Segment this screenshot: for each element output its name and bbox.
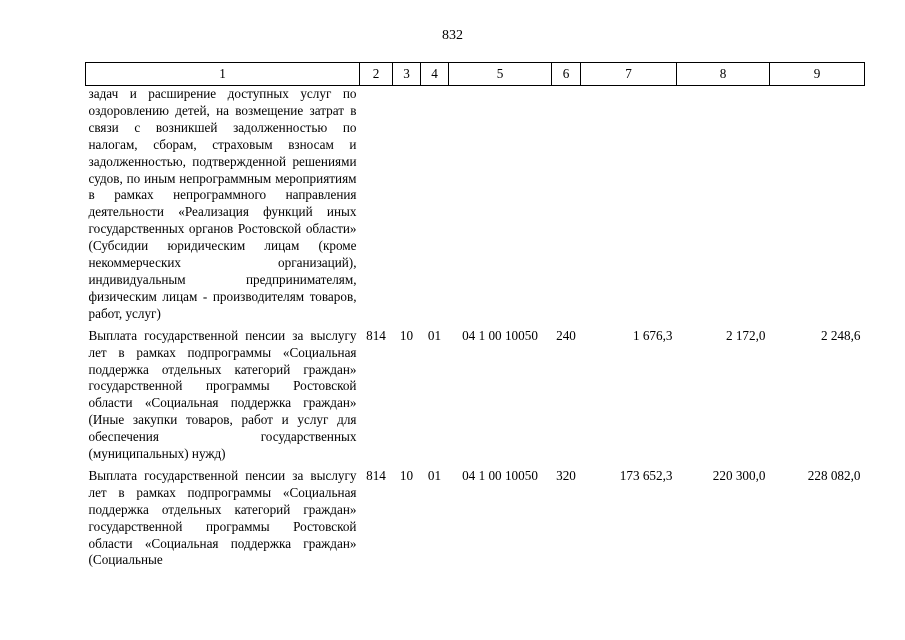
row-target-article: 04 1 00 10050 (462, 467, 538, 483)
table-row (86, 326, 865, 466)
row-expense-type: 240 (556, 327, 576, 343)
row-section-code: 10 (399, 467, 414, 483)
header-cell-3: 3 (393, 63, 421, 86)
row-amount-col9 (770, 86, 865, 326)
row-amount-col9: 2 248,6 (820, 327, 861, 343)
row-target-article (449, 86, 552, 326)
row-section-code (393, 86, 421, 326)
row-amount-col8: 220 300,0 (712, 467, 766, 483)
header-cell-8: 8 (677, 63, 770, 86)
row-section-code: 10 (399, 327, 414, 343)
row-amount-col7: 173 652,3 (619, 467, 673, 483)
row-subsection-code (421, 86, 449, 326)
row-amount-col7 (581, 86, 677, 326)
header-cell-5: 5 (449, 63, 552, 86)
row-amount-col8 (677, 86, 770, 326)
header-cell-2: 2 (360, 63, 393, 86)
row-expense-type (552, 86, 581, 326)
row-expense-type: 320 (556, 467, 576, 483)
row-amount-col8: 2 172,0 (725, 327, 766, 343)
row-ministry-code: 814 (366, 327, 386, 343)
header-row (86, 63, 865, 86)
header-cell-6: 6 (552, 63, 581, 86)
row-target-article: 04 1 00 10050 (462, 327, 538, 343)
budget-table (85, 62, 865, 572)
header-cell-1: 1 (86, 63, 360, 86)
row-ministry-code: 814 (366, 467, 386, 483)
table-row (86, 86, 865, 326)
row-subsection-code: 01 (427, 467, 442, 483)
row-subsection-code: 01 (427, 327, 442, 343)
row-amount-col7: 1 676,3 (632, 327, 673, 343)
header-cell-9: 9 (770, 63, 865, 86)
header-cell-7: 7 (581, 63, 677, 86)
row-description: задач и расширение доступных услуг по оздоровлению детей, на возмещение затрат в связи с возникшей задолженностью по налогам, сборам, страховым взносам и задолженностью, подтвержденной решениями судов, по иным непрограммным мероприятиям в рамках непрограммного направления деятельности «Реализация функций иных государственных органов Ростовской области» (Субсидии юридическим лицам (кроме некоммерческих организаций), индивидуальным предпринимателям, физическим лицам - производителям товаров, работ, услуг) (88, 86, 357, 321)
row-description: Выплата государственной пенсии за выслугу лет в рамках подпрограммы «Социальная поддержка отдельных категорий граждан» государственной программы Ростовской области «Социальная поддержка граждан» (Иные закупки товаров, работ и услуг для обеспечения государственных (муниципальных) нужд) (88, 327, 357, 462)
row-ministry-code (360, 86, 393, 326)
table-row (86, 466, 865, 572)
page-number: 832 (442, 28, 463, 43)
header-cell-4: 4 (421, 63, 449, 86)
row-amount-col9: 228 082,0 (807, 467, 861, 483)
row-description: Выплата государственной пенсии за выслугу лет в рамках подпрограммы «Социальная поддержка отдельных категорий граждан» государственной программы Ростовской области «Социальная поддержка граждан» (Социальные (88, 467, 357, 568)
